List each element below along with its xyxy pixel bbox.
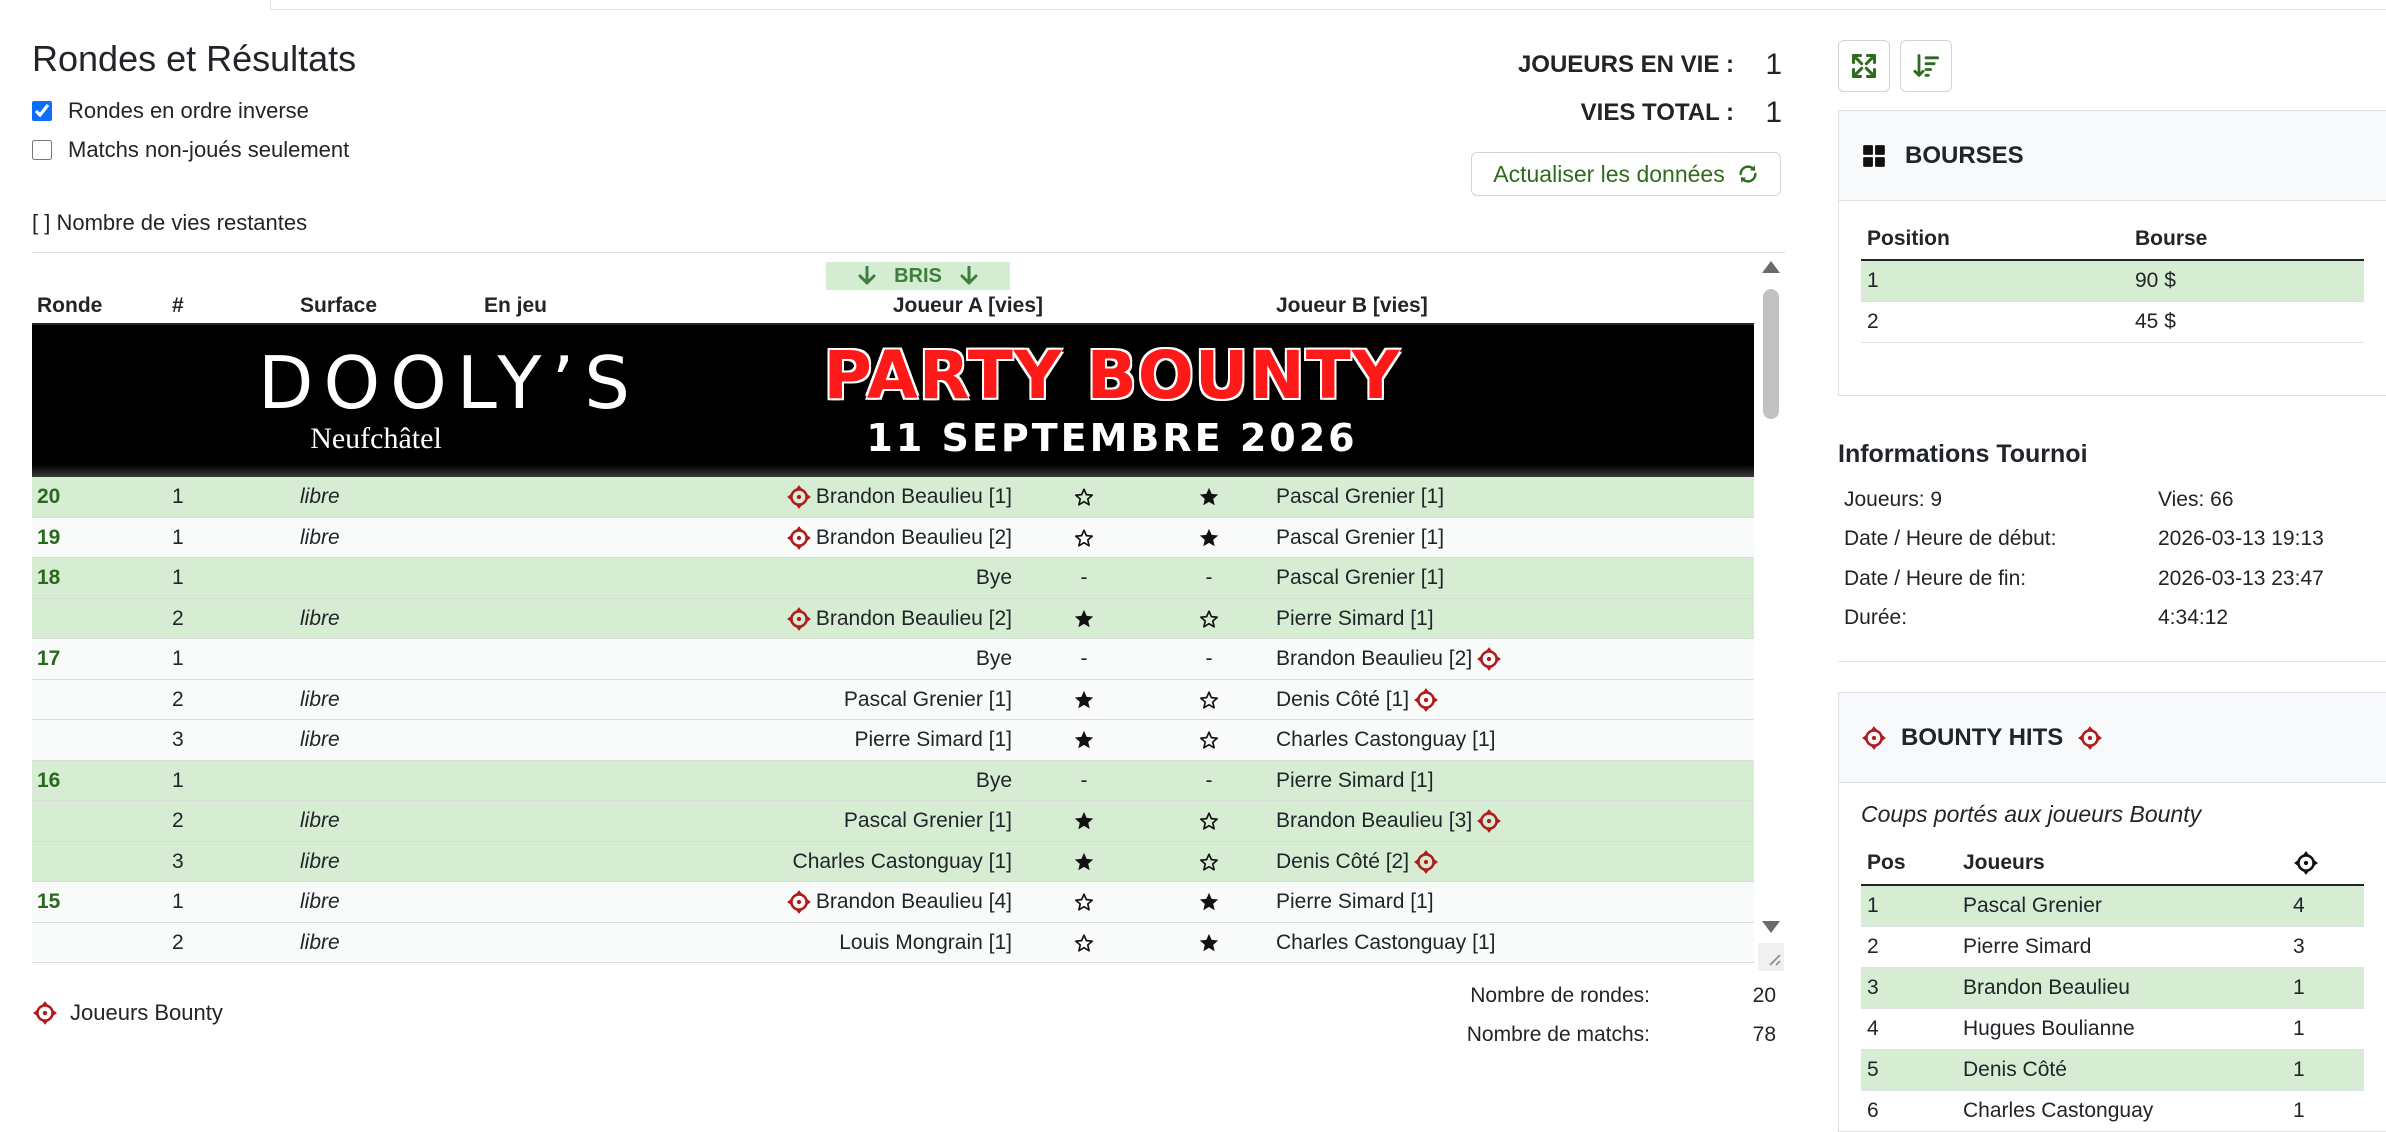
unplayed-only-option[interactable] xyxy=(32,137,349,163)
player-a-name: Bye xyxy=(975,566,1012,589)
bounty-hits-title: BOUNTY HITS xyxy=(1901,723,2064,751)
cell-match-number: 2 xyxy=(172,930,184,954)
bourses-col-position: Position xyxy=(1861,219,2129,260)
info-players: Joueurs: 9 xyxy=(1844,487,1943,511)
bourses-col-bourse: Bourse xyxy=(2129,219,2364,260)
cell-surface: libre xyxy=(300,890,340,913)
hit-count: 3 xyxy=(2287,926,2364,967)
event-title-block xyxy=(762,339,1462,463)
hit-player: Hugues Boulianne xyxy=(1957,1008,2287,1049)
rounds-count-value: 20 xyxy=(1752,984,1776,1007)
cell-win-b: - xyxy=(1205,768,1213,792)
refresh-data-button[interactable] xyxy=(1471,152,1781,196)
players-alive-stat xyxy=(1518,48,1782,82)
star-filled-icon[interactable] xyxy=(1073,689,1095,711)
event-name: PARTY BOUNTY xyxy=(823,337,1401,414)
cell-win-a xyxy=(1069,882,1099,922)
cell-surface: libre xyxy=(300,809,340,832)
cell-player-a xyxy=(786,477,1012,517)
cell-player-b xyxy=(1276,923,1495,963)
col-header-joueur-a[interactable]: Joueur A [vies] xyxy=(892,294,1043,317)
player-b-name: Denis Côté [2] xyxy=(1276,849,1410,873)
cell-match-number: 1 xyxy=(172,890,184,913)
player-a-name: Pierre Simard [1] xyxy=(854,728,1012,751)
cell-player-a xyxy=(839,923,1012,963)
lives-legend: [ ] Nombre de vies restantes xyxy=(32,210,308,235)
sort-icon xyxy=(1912,52,1940,80)
cell-win-b: - xyxy=(1205,647,1213,670)
matches-count xyxy=(1420,1023,1776,1047)
cell-match-number: 2 xyxy=(172,687,184,711)
hit-player: Brandon Beaulieu xyxy=(1957,967,2287,1008)
cell-match-number: 3 xyxy=(172,728,184,751)
hit-count: 4 xyxy=(2287,885,2364,926)
event-banner xyxy=(32,325,1754,477)
page-title: Rondes et Résultats xyxy=(32,38,357,79)
cell-player-b xyxy=(1276,477,1444,517)
player-a-name: Brandon Beaulieu [2] xyxy=(815,606,1012,630)
info-end-label: Date / Heure de fin: xyxy=(1844,566,2027,590)
cell-player-b xyxy=(1276,720,1495,760)
matches-count-label: Nombre de matchs: xyxy=(1466,1023,1650,1046)
cell-player-b xyxy=(1276,761,1434,801)
player-a-name: Charles Castonguay [1] xyxy=(792,849,1012,873)
bounty-target-icon xyxy=(1476,808,1502,834)
hit-pos: 5 xyxy=(1861,1049,1957,1090)
table-row xyxy=(1861,1090,2364,1131)
cell-player-b xyxy=(1276,639,1502,679)
info-lives: Vies: 66 xyxy=(2158,487,2234,511)
cell-win-a xyxy=(1069,842,1099,882)
hit-count: 1 xyxy=(2287,1090,2364,1131)
cell-win-b xyxy=(1194,923,1224,963)
unplayed-only-checkbox[interactable] xyxy=(32,140,52,160)
players-alive-label: JOUEURS EN VIE : xyxy=(1517,51,1734,78)
bounty-target-icon xyxy=(786,606,812,632)
cell-surface: libre xyxy=(300,606,340,630)
table-row[interactable] xyxy=(32,923,1754,964)
hit-player: Charles Castonguay xyxy=(1957,1090,2287,1131)
cell-win-a xyxy=(1069,923,1099,963)
total-lives-value: 1 xyxy=(1765,96,1782,129)
table-row[interactable] xyxy=(32,477,1754,518)
info-start-value: 2026-03-13 19:13 xyxy=(2158,527,2324,551)
star-filled-icon[interactable] xyxy=(1198,527,1220,549)
table-row[interactable] xyxy=(32,801,1754,842)
bounty-hits-card xyxy=(1838,692,2386,1132)
player-b-name: Charles Castonguay [1] xyxy=(1276,930,1496,954)
info-duration-label: Durée: xyxy=(1844,606,1908,630)
logo-sub-text: Neufchâtel xyxy=(310,422,442,455)
star-empty-icon[interactable] xyxy=(1198,689,1220,711)
table-row[interactable] xyxy=(32,680,1754,721)
bounty-hits-header xyxy=(1839,693,2386,783)
star-empty-icon[interactable] xyxy=(1198,608,1220,630)
bris-header xyxy=(826,262,1010,290)
star-empty-icon[interactable] xyxy=(1198,851,1220,873)
star-filled-icon[interactable] xyxy=(1073,608,1095,630)
resize-grip-icon[interactable] xyxy=(1758,943,1784,971)
player-b-name: Denis Côté [1] xyxy=(1276,687,1410,711)
cell-win-a xyxy=(1069,680,1099,720)
table-row xyxy=(1861,1049,2364,1090)
cell-match-number: 3 xyxy=(172,849,184,873)
bourses-title: BOURSES xyxy=(1905,141,2024,169)
cell-match-number: 1 xyxy=(172,525,184,549)
cell-match-number: 2 xyxy=(172,606,184,630)
bounty-target-icon xyxy=(1413,687,1439,713)
table-row xyxy=(1861,301,2364,342)
bourse-amount: 90 $ xyxy=(2129,260,2364,301)
cell-surface: libre xyxy=(300,930,340,954)
total-lives-stat xyxy=(1581,96,1782,130)
bourses-table xyxy=(1861,219,2364,343)
bounty-target-icon xyxy=(2293,850,2319,876)
hit-pos: 6 xyxy=(1861,1090,1957,1131)
star-filled-icon[interactable] xyxy=(1073,810,1095,832)
scroll-up-icon[interactable] xyxy=(1762,261,1780,273)
rounds-count-label: Nombre de rondes: xyxy=(1470,984,1650,1007)
table-row[interactable] xyxy=(32,518,1754,559)
player-a-name: Louis Mongrain [1] xyxy=(839,930,1012,954)
cell-player-a xyxy=(786,882,1012,922)
unplayed-only-label: Matchs non-joués seulement xyxy=(68,137,350,162)
reverse-order-option[interactable] xyxy=(32,98,309,124)
player-b-name: Pascal Grenier [1] xyxy=(1276,485,1445,508)
hit-player: Pierre Simard xyxy=(1957,926,2287,967)
bounty-target-icon xyxy=(32,1000,58,1026)
results-rows xyxy=(32,477,1754,963)
bounty-hits-table xyxy=(1861,842,2364,1132)
reverse-order-checkbox[interactable] xyxy=(32,101,52,121)
star-empty-icon[interactable] xyxy=(1073,932,1095,954)
table-row xyxy=(1861,1008,2364,1049)
table-row[interactable] xyxy=(32,720,1754,761)
matches-count-value: 78 xyxy=(1752,1023,1776,1046)
rounds-count xyxy=(1420,984,1776,1008)
cell-player-a xyxy=(976,558,1012,598)
player-a-name: Brandon Beaulieu [1] xyxy=(815,485,1012,508)
results-table[interactable] xyxy=(32,252,1785,972)
cell-player-a xyxy=(854,720,1012,760)
info-end-value: 2026-03-13 23:47 xyxy=(2158,566,2324,590)
player-b-name: Pierre Simard [1] xyxy=(1276,890,1434,913)
info-duration-value: 4:34:12 xyxy=(2158,606,2229,630)
star-filled-icon[interactable] xyxy=(1198,486,1220,508)
cell-player-b xyxy=(1276,680,1439,720)
table-row xyxy=(1861,260,2364,301)
cell-win-a xyxy=(1069,518,1099,558)
table-row[interactable] xyxy=(32,599,1754,640)
total-lives-label: VIES TOTAL : xyxy=(1580,99,1734,126)
expand-icon xyxy=(1850,52,1878,80)
cell-player-a xyxy=(976,761,1012,801)
cell-player-b xyxy=(1276,518,1444,558)
cell-surface: libre xyxy=(300,849,340,873)
hit-player: Denis Côté xyxy=(1957,1049,2287,1090)
cell-win-a xyxy=(1069,599,1099,639)
col-header-surface[interactable]: Surface xyxy=(300,294,378,317)
bounty-target-icon xyxy=(1413,849,1439,875)
player-a-name: Pascal Grenier [1] xyxy=(843,687,1012,711)
cell-win-b xyxy=(1194,477,1224,517)
table-row[interactable] xyxy=(32,761,1754,802)
info-start-label: Date / Heure de début: xyxy=(1844,527,2057,551)
tab-strip xyxy=(0,0,2386,10)
bounty-legend xyxy=(32,1000,223,1026)
star-empty-icon[interactable] xyxy=(1073,891,1095,913)
player-a-name: Bye xyxy=(975,647,1012,670)
cell-win-b xyxy=(1194,518,1224,558)
player-b-name: Brandon Beaulieu [2] xyxy=(1276,647,1473,670)
cell-win-b xyxy=(1194,680,1224,720)
star-empty-icon[interactable] xyxy=(1073,527,1095,549)
table-row xyxy=(1861,926,2364,967)
player-a-name: Pascal Grenier [1] xyxy=(843,809,1012,832)
table-row[interactable] xyxy=(32,558,1754,599)
bounty-target-icon xyxy=(786,525,812,551)
table-row[interactable] xyxy=(32,639,1754,680)
player-a-name: Bye xyxy=(975,768,1012,792)
scroll-thumb[interactable] xyxy=(1763,289,1779,419)
cell-match-number: 1 xyxy=(172,485,184,508)
cell-ronde: 17 xyxy=(37,647,61,670)
doolys-logo xyxy=(258,341,640,455)
cell-win-a xyxy=(1069,720,1099,760)
cell-surface: libre xyxy=(300,687,340,711)
cell-player-b xyxy=(1276,801,1502,841)
bourse-position: 2 xyxy=(1861,301,2129,342)
refresh-icon xyxy=(1737,163,1759,185)
cell-player-a xyxy=(844,680,1012,720)
player-b-name: Brandon Beaulieu [3] xyxy=(1276,809,1473,832)
fullscreen-button[interactable] xyxy=(1838,40,1890,92)
player-a-name: Brandon Beaulieu [2] xyxy=(815,525,1012,549)
bourse-amount: 45 $ xyxy=(2129,301,2364,342)
cell-win-b xyxy=(1194,882,1224,922)
cell-surface: libre xyxy=(300,525,340,549)
arrow-down-icon xyxy=(960,266,978,286)
star-filled-icon[interactable] xyxy=(1198,891,1220,913)
star-filled-icon[interactable] xyxy=(1073,851,1095,873)
col-header-en-jeu[interactable]: En jeu xyxy=(484,294,548,317)
player-a-name: Brandon Beaulieu [4] xyxy=(815,890,1012,913)
bourses-header xyxy=(1839,111,2386,201)
cell-player-b xyxy=(1276,882,1434,922)
table-row[interactable] xyxy=(32,882,1754,923)
cell-player-a xyxy=(844,801,1012,841)
hit-count: 1 xyxy=(2287,1008,2364,1049)
scroll-down-icon[interactable] xyxy=(1762,921,1780,933)
players-alive-value: 1 xyxy=(1765,48,1782,81)
refresh-label: Actualiser les données xyxy=(1493,160,1725,187)
cell-match-number: 1 xyxy=(172,647,184,670)
cell-match-number: 2 xyxy=(172,809,184,832)
hit-count: 1 xyxy=(2287,1049,2364,1090)
col-header-number[interactable]: # xyxy=(172,294,184,317)
tournament-info xyxy=(1844,480,2324,638)
cell-win-b xyxy=(1194,720,1224,760)
table-row xyxy=(1861,967,2364,1008)
cell-ronde: 15 xyxy=(37,890,61,913)
bounty-col-pos: Pos xyxy=(1861,842,1957,885)
bourse-position: 1 xyxy=(1861,260,2129,301)
cell-player-b xyxy=(1276,599,1434,639)
tournament-info-title: Informations Tournoi xyxy=(1838,440,2088,468)
bounty-target-icon xyxy=(1476,646,1502,672)
cell-player-a xyxy=(786,599,1012,639)
table-row[interactable] xyxy=(32,842,1754,883)
dashboard-icon xyxy=(1861,143,1887,169)
bourses-card xyxy=(1838,110,2386,396)
cell-win-b xyxy=(1194,801,1224,841)
cell-player-a xyxy=(793,842,1012,882)
cell-surface: libre xyxy=(300,485,340,508)
cell-surface: libre xyxy=(300,728,340,751)
star-empty-icon[interactable] xyxy=(1073,486,1095,508)
bounty-hits-subtitle: Coups portés aux joueurs Bounty xyxy=(1861,801,2202,827)
cell-player-b xyxy=(1276,842,1439,882)
bounty-target-icon xyxy=(1861,725,1887,751)
player-b-name: Pascal Grenier [1] xyxy=(1276,566,1445,589)
bounty-col-hits xyxy=(2287,842,2364,885)
star-empty-icon[interactable] xyxy=(1198,729,1220,751)
cell-win-b: - xyxy=(1205,566,1213,589)
bounty-target-icon xyxy=(2077,725,2103,751)
event-date: 11 SEPTEMBRE 2026 xyxy=(866,416,1358,460)
cell-match-number: 1 xyxy=(172,566,184,589)
cell-win-a: - xyxy=(1080,647,1088,670)
player-b-name: Pierre Simard [1] xyxy=(1276,768,1434,792)
table-row xyxy=(1861,885,2364,926)
table-scrollbar[interactable] xyxy=(1754,253,1785,972)
hit-pos: 3 xyxy=(1861,967,1957,1008)
cell-ronde: 20 xyxy=(37,485,61,508)
hit-pos: 4 xyxy=(1861,1008,1957,1049)
cell-player-a xyxy=(786,518,1012,558)
bounty-target-icon xyxy=(786,889,812,915)
hit-player: Pascal Grenier xyxy=(1957,885,2287,926)
cell-win-a xyxy=(1069,477,1099,517)
bounty-col-players: Joueurs xyxy=(1957,842,2287,885)
player-b-name: Pierre Simard [1] xyxy=(1276,606,1434,630)
player-b-name: Charles Castonguay [1] xyxy=(1276,728,1496,751)
cell-match-number: 1 xyxy=(172,768,184,792)
hit-pos: 1 xyxy=(1861,885,1957,926)
reverse-order-label: Rondes en ordre inverse xyxy=(68,98,309,123)
bounty-target-icon xyxy=(786,484,812,510)
cell-win-b xyxy=(1194,842,1224,882)
cell-ronde: 18 xyxy=(37,566,61,589)
star-filled-icon[interactable] xyxy=(1073,729,1095,751)
cell-player-a xyxy=(976,639,1012,679)
bris-label: BRIS xyxy=(894,264,942,287)
cell-ronde: 16 xyxy=(37,768,61,792)
col-header-ronde[interactable]: Ronde xyxy=(37,294,103,317)
hit-pos: 2 xyxy=(1861,926,1957,967)
cell-ronde: 19 xyxy=(37,525,61,549)
star-filled-icon[interactable] xyxy=(1198,932,1220,954)
cell-win-a: - xyxy=(1080,566,1088,589)
bounty-legend-label: Joueurs Bounty xyxy=(70,1000,223,1025)
col-header-joueur-b[interactable]: Joueur B [vies] xyxy=(1276,294,1428,317)
player-b-name: Pascal Grenier [1] xyxy=(1276,525,1445,549)
star-empty-icon[interactable] xyxy=(1198,810,1220,832)
logo-main-text: DOOLY’S xyxy=(258,341,640,425)
cell-win-a xyxy=(1069,801,1099,841)
arrow-down-icon xyxy=(858,266,876,286)
hit-count: 1 xyxy=(2287,967,2364,1008)
cell-win-a: - xyxy=(1080,768,1088,792)
cell-player-b xyxy=(1276,558,1444,598)
cell-win-b xyxy=(1194,599,1224,639)
sort-button[interactable] xyxy=(1900,40,1952,92)
